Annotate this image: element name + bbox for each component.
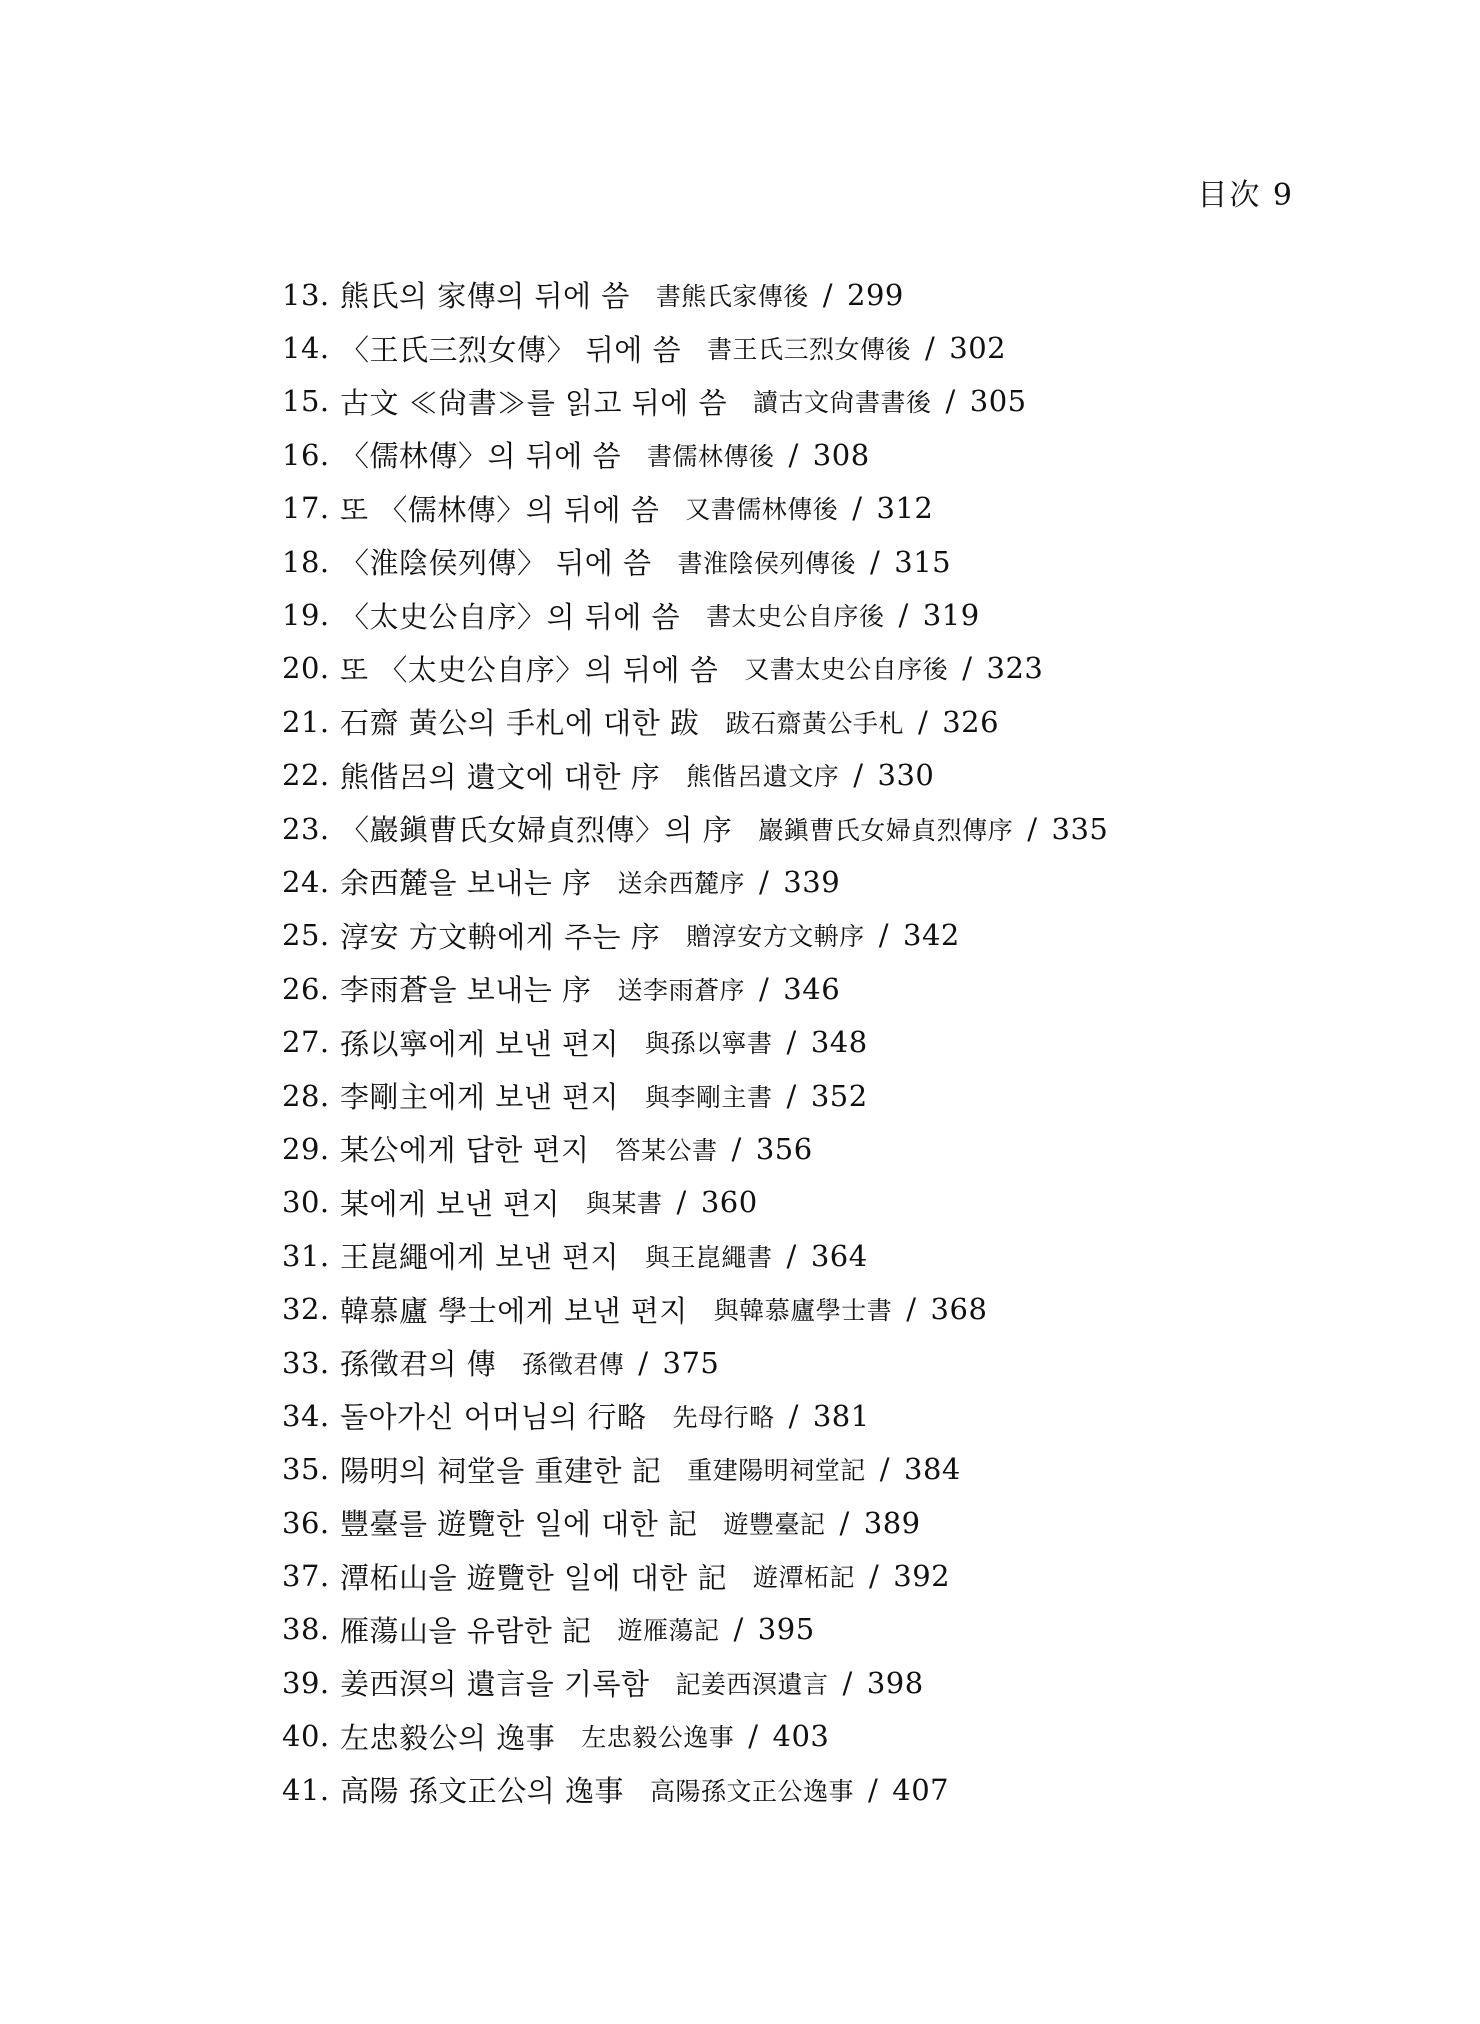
toc-entry-separator: /	[786, 1025, 797, 1060]
toc-entry-number: 35.	[282, 1452, 330, 1487]
toc-entry-title: 韓慕廬 學士에게 보낸 편지	[340, 1293, 688, 1328]
toc-entry-separator: /	[878, 918, 890, 953]
toc-entry-title: 돌아가신 어머님의 行略	[340, 1400, 647, 1435]
toc-entry-title: 雁蕩山을 유람한 記	[340, 1613, 592, 1648]
toc-entry-separator: /	[676, 1185, 687, 1220]
toc-entry	[282, 1603, 1292, 1656]
toc-entry-separator: /	[638, 1345, 649, 1380]
toc-entry-title: 高陽 孫文正公의 逸事	[340, 1774, 624, 1809]
toc-entry-page-number: 346	[783, 971, 841, 1006]
toc-entry-separator: /	[917, 704, 929, 739]
toc-entry-page-number: 395	[757, 1612, 815, 1647]
toc-entry-page-number: 360	[700, 1185, 758, 1220]
toc-entry-page-number: 326	[942, 704, 1000, 739]
toc-entry-number: 24.	[282, 864, 330, 899]
toc-entry-page-number: 312	[876, 491, 934, 526]
toc-entry	[282, 428, 1292, 481]
toc-entry	[282, 1229, 1292, 1282]
toc-entry	[282, 962, 1292, 1015]
toc-entry-number: 23.	[282, 811, 330, 846]
toc-entry-page-number: 299	[847, 277, 904, 312]
toc-entry-number: 26.	[282, 971, 330, 1006]
toc-entry-title: 孫以寧에게 보낸 편지	[340, 1026, 620, 1061]
toc-entry-page-number: 407	[892, 1772, 950, 1807]
toc-entry-title: 熊氏의 家傳의 뒤에 씀	[340, 279, 630, 314]
toc-entry	[282, 1015, 1292, 1068]
toc-entry-page-number: 375	[662, 1345, 720, 1380]
toc-entry	[282, 855, 1292, 908]
toc-entry-number: 41.	[282, 1772, 330, 1807]
toc-entry-page-number: 342	[903, 918, 960, 953]
toc-entry-number: 13.	[282, 277, 330, 312]
toc-entry-title: 熊偕呂의 遺文에 대한 序	[340, 759, 661, 794]
toc-entry	[282, 1496, 1292, 1549]
toc-entry-page-number: 381	[812, 1398, 870, 1433]
toc-entry-title: 陽明의 祠堂을 重建한 記	[340, 1453, 662, 1488]
toc-entry-separator: /	[759, 971, 770, 1006]
toc-entry-source-title: 遊雁蕩記	[617, 1616, 720, 1646]
toc-entry-number: 22.	[282, 758, 330, 793]
toc-entry	[282, 909, 1292, 962]
toc-entry-separator: /	[788, 437, 799, 472]
toc-entry-source-title: 與李剛主書	[645, 1082, 773, 1112]
toc-entry-title: 〈王氏三烈女傳〉 뒤에 씀	[340, 332, 681, 367]
toc-entry-source-title: 左忠毅公逸事	[581, 1723, 735, 1753]
toc-entry	[282, 695, 1292, 748]
toc-entry-title: 王崑繩에게 보낸 편지	[340, 1240, 620, 1275]
toc-entry-title: 左忠毅公의 逸事	[340, 1720, 556, 1755]
toc-entry	[282, 1549, 1292, 1602]
toc-entry-title: 余西麓을 보내는 序	[340, 866, 592, 901]
toc-entry-number: 37.	[282, 1559, 330, 1594]
toc-entry	[282, 482, 1292, 535]
toc-entry-title: 李雨蒼을 보내는 序	[340, 973, 592, 1008]
toc-entry-separator: /	[962, 651, 973, 686]
toc-entry-title: 淳安 方文輈에게 주는 序	[340, 919, 661, 954]
toc-entry-source-title: 書太史公自序後	[706, 602, 885, 632]
toc-entry-separator: /	[786, 1238, 797, 1273]
toc-entry-number: 19.	[282, 598, 330, 633]
toc-entry-source-title: 與某書	[586, 1189, 663, 1219]
toc-entry	[282, 802, 1292, 855]
toc-entry-number: 14.	[282, 331, 330, 366]
toc-entry	[282, 642, 1292, 695]
toc-entry	[282, 1763, 1292, 1816]
toc-entry	[282, 1069, 1292, 1122]
toc-entry-title: 姜西溟의 遺言을 기록함	[340, 1667, 650, 1702]
toc-entry-page-number: 348	[810, 1025, 868, 1060]
toc-entry-number: 17.	[282, 491, 330, 526]
toc-entry-title: 孫徵君의 傳	[340, 1347, 497, 1381]
toc-entry-separator: /	[879, 1452, 890, 1487]
toc-entry-source-title: 又書太史公自序後	[744, 655, 949, 685]
toc-entry-source-title: 書熊氏家傳後	[655, 281, 809, 311]
toc-entry	[282, 535, 1292, 588]
toc-entry-source-title: 高陽孫文正公逸事	[649, 1776, 854, 1806]
toc-entry-page-number: 352	[810, 1078, 868, 1113]
toc-entry-separator: /	[748, 1719, 759, 1754]
toc-entry-number: 16.	[282, 437, 330, 472]
toc-entry-number: 39.	[282, 1665, 330, 1700]
toc-entry-separator: /	[1027, 811, 1038, 846]
toc-entry	[282, 588, 1292, 641]
table-of-contents	[282, 268, 1292, 1816]
toc-entry-number: 38.	[282, 1612, 330, 1647]
toc-entry-source-title: 讀古文尙書書後	[752, 388, 932, 418]
toc-entry-separator: /	[898, 598, 909, 633]
toc-entry-page-number: 308	[812, 437, 870, 472]
toc-entry-number: 28.	[282, 1078, 330, 1113]
toc-entry-number: 25.	[282, 918, 330, 953]
toc-entry	[282, 321, 1292, 374]
toc-entry-source-title: 重建陽明祠堂記	[687, 1456, 866, 1486]
toc-entry-number: 21.	[282, 704, 330, 739]
toc-entry-title: 潭柘山을 遊覽한 일에 대한 記	[340, 1560, 727, 1595]
toc-entry-separator: /	[731, 1131, 742, 1166]
toc-entry-page-number: 315	[894, 544, 952, 579]
toc-entry-source-title: 遊潭柘記	[752, 1563, 855, 1593]
toc-entry	[282, 1389, 1292, 1442]
toc-entry-number: 33.	[282, 1345, 330, 1380]
toc-entry-separator: /	[867, 1772, 879, 1807]
toc-entry-separator: /	[786, 1078, 797, 1113]
toc-entry-page-number: 302	[949, 331, 1007, 366]
toc-entry	[282, 1176, 1292, 1229]
toc-entry-page-number: 305	[969, 384, 1027, 419]
toc-entry-title: 또 〈太史公自序〉의 뒤에 씀	[340, 652, 719, 687]
toc-entry-source-title: 與孫以寧書	[645, 1029, 773, 1059]
toc-entry-page-number: 389	[863, 1505, 921, 1540]
toc-entry-separator: /	[759, 864, 770, 899]
toc-entry	[282, 375, 1292, 428]
toc-entry-number: 31.	[282, 1238, 330, 1273]
toc-entry-page-number: 403	[772, 1719, 830, 1754]
toc-entry-title: 〈巖鎭曹氏女婦貞烈傳〉의 序	[340, 813, 733, 848]
toc-entry-number: 30.	[282, 1185, 330, 1220]
toc-entry-separator: /	[852, 491, 863, 526]
toc-entry-source-title: 書淮陰侯列傳後	[677, 548, 856, 578]
toc-entry-separator: /	[788, 1398, 799, 1433]
toc-entry-separator: /	[733, 1612, 744, 1647]
toc-entry-number: 29.	[282, 1131, 330, 1166]
toc-entry-page-number: 323	[986, 651, 1044, 686]
toc-entry-source-title: 記姜西溟遺言	[675, 1669, 829, 1699]
toc-entry-number: 18.	[282, 544, 330, 579]
toc-entry-separator: /	[839, 1505, 850, 1540]
toc-entry-number: 27.	[282, 1025, 330, 1060]
toc-entry-title: 〈太史公自序〉의 뒤에 씀	[340, 599, 680, 634]
toc-entry-title: 또 〈儒林傳〉의 뒤에 씀	[340, 492, 660, 527]
toc-entry-separator: /	[906, 1292, 917, 1327]
toc-entry-number: 20.	[282, 651, 330, 686]
toc-entry-source-title: 贈淳安方文輈序	[686, 922, 865, 952]
toc-entry-number: 36.	[282, 1505, 330, 1540]
toc-entry-source-title: 送李雨蒼序	[617, 975, 746, 1005]
toc-entry	[282, 268, 1292, 321]
toc-entry-page-number: 319	[922, 598, 980, 633]
toc-entry-title: 李剛主에게 보낸 편지	[340, 1080, 620, 1115]
toc-entry-number: 40.	[282, 1719, 330, 1754]
toc-entry-page-number: 364	[810, 1238, 868, 1273]
toc-entry	[282, 1710, 1292, 1763]
toc-entry-separator: /	[925, 331, 936, 366]
toc-entry-number: 34.	[282, 1398, 330, 1433]
toc-entry-source-title: 先母行略	[672, 1402, 775, 1432]
toc-entry-number: 15.	[282, 384, 330, 419]
toc-entry	[282, 1336, 1292, 1389]
toc-entry-title: 古文 ≪尙書≫를 읽고 뒤에 씀	[340, 385, 727, 420]
toc-entry-title: 石齋 黃公의 手札에 대한 跋	[340, 706, 700, 741]
toc-entry-separator: /	[945, 384, 956, 419]
toc-entry-page-number: 384	[904, 1452, 961, 1487]
toc-entry-page-number: 398	[866, 1665, 924, 1700]
toc-entry-separator: /	[868, 1559, 880, 1594]
toc-entry-source-title: 孫徵君傳	[522, 1349, 625, 1379]
toc-entry-title: 某에게 보낸 편지	[340, 1186, 561, 1221]
toc-entry-separator: /	[842, 1665, 853, 1700]
toc-entry-separator: /	[870, 544, 881, 579]
toc-entry-source-title: 巖鎭曹氏女婦貞烈傳序	[758, 815, 1014, 845]
toc-entry-source-title: 與王崑繩書	[645, 1242, 773, 1272]
toc-entry-source-title: 遊豐臺記	[723, 1509, 826, 1539]
toc-entry-source-title: 答某公書	[615, 1135, 718, 1165]
running-header: 目次 9	[1197, 178, 1294, 213]
toc-entry	[282, 1443, 1292, 1496]
toc-entry-title: 某公에게 답한 편지	[340, 1133, 590, 1168]
toc-entry	[282, 1122, 1292, 1175]
toc-entry	[282, 749, 1292, 802]
toc-entry-source-title: 熊偕呂遺文序	[686, 762, 840, 792]
toc-entry-source-title: 又書儒林傳後	[685, 495, 839, 525]
toc-entry	[282, 1656, 1292, 1709]
toc-entry	[282, 1282, 1292, 1335]
toc-entry-page-number: 330	[877, 758, 935, 793]
toc-entry-page-number: 368	[930, 1292, 988, 1327]
toc-entry-separator: /	[853, 758, 864, 793]
toc-entry-number: 32.	[282, 1292, 330, 1327]
toc-entry-page-number: 392	[893, 1559, 951, 1594]
toc-entry-source-title: 與韓慕廬學士書	[713, 1296, 893, 1326]
toc-entry-source-title: 跋石齋黃公手札	[725, 708, 904, 738]
toc-entry-source-title: 送余西麓序	[617, 868, 746, 898]
toc-entry-source-title: 書儒林傳後	[647, 441, 775, 471]
toc-entry-page-number: 335	[1051, 811, 1109, 846]
toc-entry-title: 〈淮陰侯列傳〉 뒤에 씀	[340, 546, 652, 581]
toc-entry-source-title: 書王氏三烈女傳後	[706, 335, 911, 365]
toc-entry-title: 豐臺를 遊覽한 일에 대한 記	[340, 1507, 698, 1542]
toc-entry-page-number: 356	[755, 1131, 813, 1166]
toc-entry-page-number: 339	[783, 864, 841, 899]
toc-entry-separator: /	[822, 277, 834, 312]
toc-entry-title: 〈儒林傳〉의 뒤에 씀	[340, 439, 621, 474]
